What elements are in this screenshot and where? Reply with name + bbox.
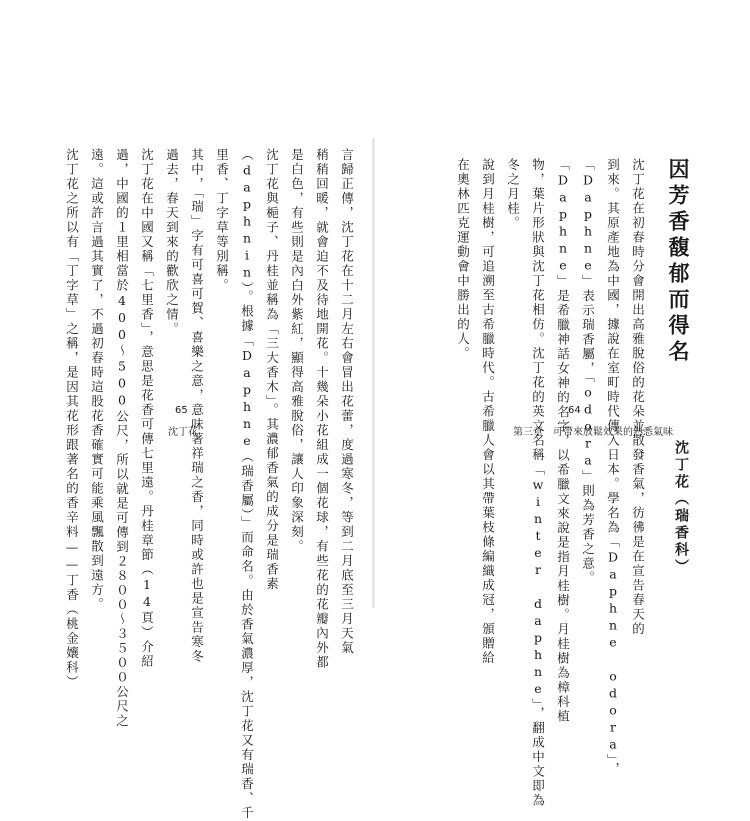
body-column: 在奧林匹克運動會中勝出的人。 [455,158,471,361]
body-column: 里香、丁字草等別稱。 [214,148,230,293]
body-column: 物，葉片形狀與沈丁花相仿。沈丁花的英文名稱「winter daphne」，翻成中文即為 [530,158,546,808]
body-column: 沈丁花與梔子、丹桂並稱為「三大香木」。其濃郁香氣的成分是瑞香素 [264,148,280,592]
plant-subtitle: 沈丁花（瑞香科） [673,440,689,576]
body-column: 其中，「瑞」字有可喜可賀、喜樂之意，意味著祥瑞之香，同時或許也是宣告寒冬 [189,148,205,664]
body-column: （daphnin）。根據「Daphne（瑞香屬）」而命名。由於香氣濃厚，沈丁花又有瑞香、千 [239,148,255,821]
body-column: 「Daphne」表示瑞香屬，「odora」則為芳香之意。 [580,158,596,586]
page-number: 65 [175,405,188,416]
body-column: 說到月桂樹，可追溯至古希臘時代。古希臘人會以其帶葉枝條編織成冠，頒贈給 [480,158,496,666]
body-column: 沈丁花在中國又稱「七里香」，意思是花香可傳七里遠。丹桂章節（14頁）介紹 [139,148,155,669]
chapter-section-title: 因芳香馥郁而得名 [666,158,691,366]
body-column: 是白色，有些則是內白外紫紅，顯得高雅脫俗，讓人印象深刻。 [289,148,305,554]
body-column: 「Daphne」是希臘神話女神的名字，以希臘文來說是指月桂樹。月桂樹為樟科植 [555,158,571,724]
body-column: 過，中國的１里相當於400～500公尺，所以就是可傳到２８００～３５００公尺之 [114,148,130,729]
body-column: 稍稍回暖，就會迫不及待地開花。十幾朵小花組成一個花球，有些花的花瓣內外都 [314,148,330,670]
body-column: 到來。其原產地為中國，據說在室町時代傳入日本。學名為「Daphne odora」， [605,158,621,777]
body-column: 沈丁花在初春時分會開出高雅脫俗的花朵並散發香氣，彷彿是在宣告春天的 [630,158,646,637]
running-head: 第三章 可帶來放鬆效果的熟悉氣味 [513,427,673,438]
body-column: 言歸正傳，沈丁花在十二月左右會冒出花蕾，度過寒冬，等到二月底至三月天氣 [339,148,355,656]
running-head: 沈丁花 [168,427,198,438]
left-page [40,140,390,821]
right-page [375,140,725,808]
body-column: 遠。這或許言過其實了，不過初春時這股花香確實可能乘風飄散到遠方。 [89,148,105,612]
page-number: 64 [568,405,581,416]
body-column: 冬之月桂。 [505,158,521,231]
body-column: 沈丁花之所以有「丁字草」之稱，是因其花形跟著名的香辛料——丁香（桃金孃科） [64,148,80,690]
body-column: 過去，春天到來的歡欣之情。 [164,148,180,337]
